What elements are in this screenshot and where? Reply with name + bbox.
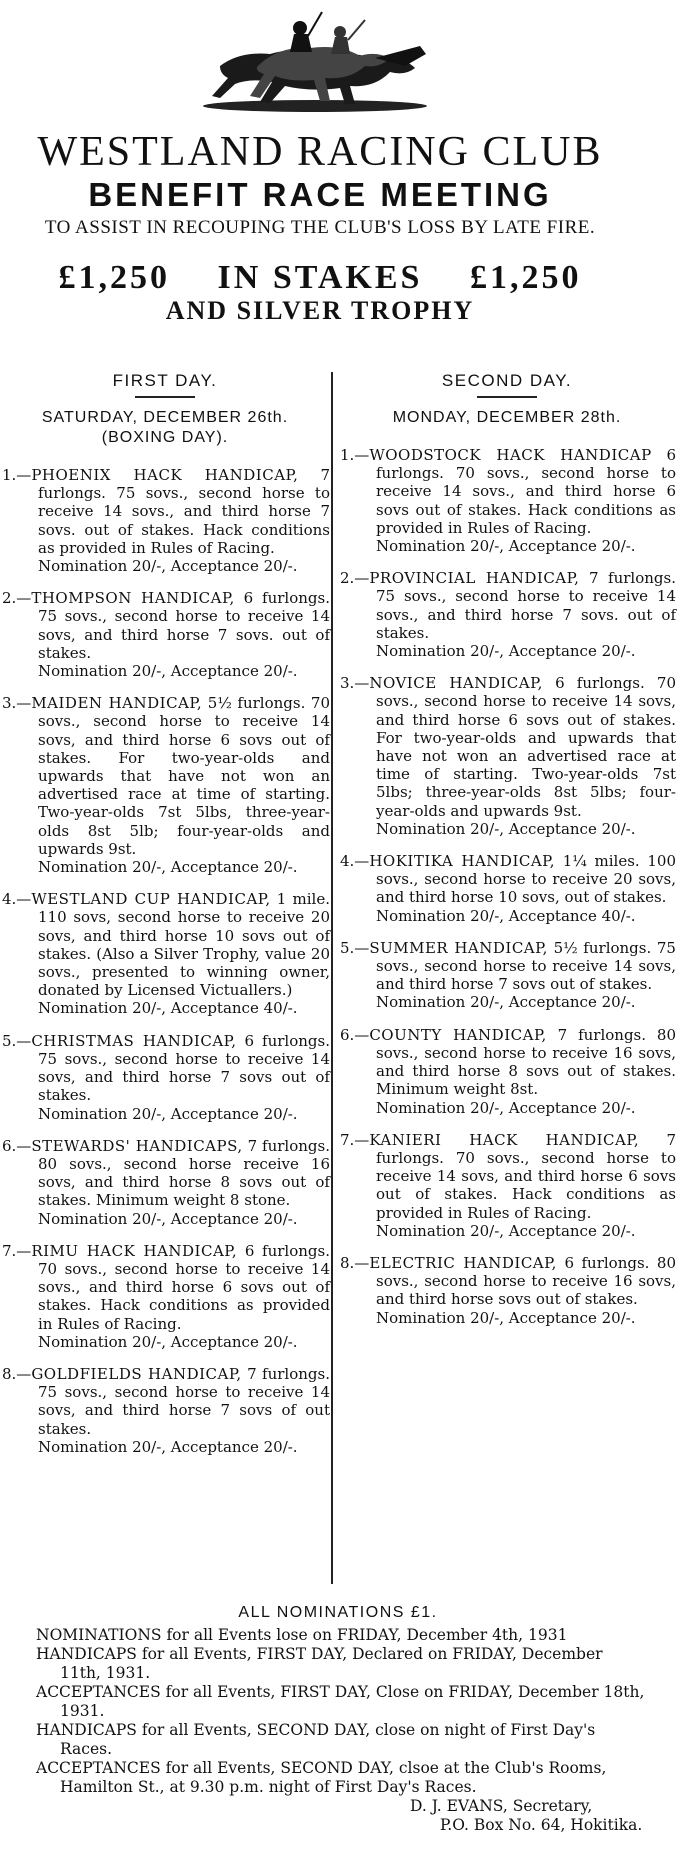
race-name: HOKITIKA HANDICAP, xyxy=(369,852,556,871)
race-entry xyxy=(0,890,330,1017)
race-conditions: 6 furlongs. 75 sovs., second horse to receive 14 sovs, and third horse 7 sovs out of stakes. xyxy=(38,1031,330,1105)
race-conditions: 5½ furlongs. 70 sovs., second horse to receive 14 sovs, and third horse 6 sovs out of stakes. For two-year-olds and upwards that have not won an advertised race at time of starting. Two-year-olds 7st 5lbs, three-year-olds 8st 5lb; four-year-olds and upwards 9st. xyxy=(38,694,330,858)
notice-line: ACCEPTANCES for all Events, SECOND DAY, clsoe at the Club's Rooms, Hamilton St., at 9.30 p.m. night of First Day's Races. xyxy=(36,1759,607,1796)
race-fees: Nomination 20/-, Acceptance 20/-. xyxy=(376,1221,636,1240)
postal-address: P.O. Box No. 64, Hokitika. xyxy=(440,1816,643,1834)
column-divider xyxy=(331,372,333,1584)
race-name: KANIERI HACK HANDICAP, xyxy=(369,1130,640,1149)
race-conditions: 6 furlongs. 75 sovs., second horse to receive 14 sovs, and third horse 7 sovs. out of stakes. xyxy=(38,589,330,662)
race-number: 3.— xyxy=(2,694,32,713)
all-nominations-heading: ALL NOMINATIONS £1. xyxy=(238,1604,438,1621)
race-name: CHRISTMAS HANDICAP, xyxy=(31,1031,237,1050)
race-entry xyxy=(0,1137,330,1228)
race-number: 8.— xyxy=(2,1364,32,1383)
race-number: 1.— xyxy=(340,446,370,464)
race-fees: Nomination 20/-, Acceptance 20/-. xyxy=(376,1098,636,1117)
heading-rule xyxy=(135,396,195,398)
race-fees: Nomination 20/-, Acceptance 20/-. xyxy=(38,858,298,877)
race-number: 4.— xyxy=(340,852,370,871)
race-conditions: 7 furlongs. 75 sovs., second horse to receive 14 sovs., and third horse 7 sovs. out of stakes. Hack conditions as provided in Rules of Racing. xyxy=(38,466,330,557)
race-fees: Nomination 20/-, Acceptance 20/-. xyxy=(38,1437,298,1456)
first-day-heading: FIRST DAY. xyxy=(112,371,218,390)
race-name: THOMPSON HANDICAP, xyxy=(31,589,235,608)
race-entry xyxy=(338,1026,676,1117)
race-name: PROVINCIAL HANDICAP, xyxy=(369,569,580,588)
race-fees: Nomination 20/-, Acceptance 20/-. xyxy=(376,819,636,838)
race-number: 7.— xyxy=(2,1241,32,1260)
race-entry xyxy=(338,1254,676,1327)
race-fees: Nomination 20/-, Acceptance 20/-. xyxy=(38,1104,298,1123)
race-fees: Nomination 20/-, Acceptance 20/-. xyxy=(38,1209,298,1228)
race-entry xyxy=(0,694,330,876)
race-entry xyxy=(0,589,330,680)
race-fees: Nomination 20/-, Acceptance 20/-. xyxy=(376,537,636,556)
race-entry xyxy=(338,569,676,660)
race-conditions: 7 furlongs. 75 sovs., second horse to receive 14 sovs., and third horse 7 sovs. out of stakes. xyxy=(376,569,676,642)
race-entry xyxy=(0,1365,330,1456)
race-conditions: 7 furlongs. 80 sovs., second horse receive 16 sovs, and third horse 8 sovs out of stakes. Minimum weight 8 stone. xyxy=(38,1136,330,1210)
race-entry xyxy=(338,1131,676,1240)
race-number: 5.— xyxy=(340,938,370,957)
race-name: WESTLAND CUP HANDICAP, xyxy=(31,890,271,909)
second-day-events xyxy=(338,446,676,1327)
race-number: 6.— xyxy=(340,1025,370,1044)
race-name: SUMMER HANDICAP, xyxy=(369,938,548,957)
stakes-amount-left: £1,250 xyxy=(58,259,171,296)
club-name: WESTLAND RACING CLUB xyxy=(37,129,603,175)
trophy-line: AND SILVER TROPHY xyxy=(165,296,475,325)
notice-line: HANDICAPS for all Events, SECOND DAY, close on night of First Day's Races. xyxy=(36,1721,596,1758)
race-conditions: 6 furlongs. 70 sovs., second horse to receive 14 sovs, and third horse 6 sovs out of stakes. For two-year-olds and upwards that have not won an advertised race at time of starting. Two-year-olds 7st 5lbs; three-year-olds 8st 5lbs; four-year-olds and upwards 9st. xyxy=(376,674,676,820)
race-fees: Nomination 20/-, Acceptance 20/-. xyxy=(376,993,636,1012)
first-day-date-note: (BOXING DAY). xyxy=(101,429,229,446)
race-number: 3.— xyxy=(340,674,370,693)
race-name: COUNTY HANDICAP, xyxy=(369,1025,547,1044)
notice-line: NOMINATIONS for all Events lose on FRIDAY, December 4th, 1931 xyxy=(36,1626,568,1644)
race-conditions: 7 furlongs. 75 sovs., second horse to receive 14 sovs, and third horse 7 sovs of out stakes. xyxy=(38,1364,330,1438)
notice-line: ACCEPTANCES for all Events, FIRST DAY, Close on FRIDAY, December 18th, 1931. xyxy=(36,1683,645,1720)
race-name: ELECTRIC HANDICAP, xyxy=(369,1253,557,1272)
race-conditions: 1¼ miles. 100 sovs., second horse to receive 20 sovs, and third horse 10 sovs, out of stakes. xyxy=(376,852,676,907)
race-number: 6.— xyxy=(2,1136,32,1155)
race-entry xyxy=(0,466,330,575)
race-fees: Nomination 20/-, Acceptance 20/-. xyxy=(376,1308,636,1327)
race-number: 5.— xyxy=(2,1031,32,1050)
race-fees: Nomination 20/-, Acceptance 40/-. xyxy=(38,999,298,1018)
race-conditions: 7 furlongs. 80 sovs., second horse to receive 16 sovs, and third horse 8 sovs out of stakes. Minimum weight 8st. xyxy=(376,1025,676,1099)
race-number: 7.— xyxy=(340,1130,370,1149)
race-name: RIMU HACK HANDICAP, xyxy=(31,1241,238,1260)
race-entry xyxy=(0,1032,330,1123)
purpose-line: TO ASSIST IN RECOUPING THE CLUB'S LOSS BY LATE FIRE. xyxy=(44,217,596,238)
second-day-column xyxy=(338,370,676,1341)
second-day-heading: SECOND DAY. xyxy=(441,371,573,390)
racehorse-logo xyxy=(190,6,440,121)
race-entry xyxy=(338,939,676,1012)
stakes-amount-right: £1,250 xyxy=(469,259,582,296)
race-name: NOVICE HANDICAP, xyxy=(369,674,543,693)
closing-notices xyxy=(0,1604,676,1835)
first-day-events xyxy=(0,466,330,1456)
race-fees: Nomination 20/-, Acceptance 20/-. xyxy=(38,1332,298,1351)
heading-rule xyxy=(477,396,537,398)
race-conditions: 6 furlongs. 80 sovs., second horse to receive 16 sovs, and third horse sovs out of stakes. xyxy=(376,1253,676,1309)
race-number: 2.— xyxy=(340,569,370,588)
first-day-date: SATURDAY, DECEMBER 26th. xyxy=(41,409,289,426)
race-name: GOLDFIELDS HANDICAP, xyxy=(31,1364,242,1383)
stakes-line xyxy=(0,258,640,298)
second-day-date: MONDAY, DECEMBER 28th. xyxy=(392,409,622,426)
race-name: PHOENIX HACK HANDICAP, xyxy=(31,466,299,484)
race-number: 2.— xyxy=(2,589,32,608)
race-name: WOODSTOCK HACK HANDICAP xyxy=(369,446,652,464)
race-entry xyxy=(0,1242,330,1351)
notice-line: HANDICAPS for all Events, FIRST DAY, Declared on FRIDAY, December 11th, 1931. xyxy=(36,1645,603,1682)
race-conditions: 6 furlongs. 70 sovs., second horse to receive 14 sovs., and third horse 6 sovs out of stakes. Hack conditions as provided in Rules of Racing. xyxy=(376,446,676,537)
race-number: 4.— xyxy=(2,890,32,909)
race-conditions: 1 mile. 110 sovs, second horse to receive 20 sovs, and third horse 10 sovs out of stakes. (Also a Silver Trophy, value 20 sovs., presented to winning owner, donated by Licensed Victuallers.) xyxy=(38,890,330,1000)
race-entry xyxy=(338,674,676,838)
race-fees: Nomination 20/-, Acceptance 40/-. xyxy=(376,906,636,925)
race-fees: Nomination 20/-, Acceptance 20/-. xyxy=(38,662,298,681)
race-name: MAIDEN HANDICAP, xyxy=(31,694,203,713)
race-conditions: 5½ furlongs. 75 sovs., second horse to receive 14 sovs, and third horse 7 sovs out of stakes. xyxy=(376,938,676,994)
race-entry xyxy=(338,446,676,555)
race-name: STEWARDS' HANDICAPS, xyxy=(31,1136,243,1155)
first-day-column xyxy=(0,370,330,1470)
stakes-label: IN STAKES xyxy=(217,259,423,296)
race-conditions: 6 furlongs. 70 sovs., second horse to receive 14 sovs., and third horse 6 sovs out of stakes. Hack conditions as provided in Rules of Racing. xyxy=(38,1241,330,1333)
meeting-title: BENEFIT RACE MEETING xyxy=(88,176,552,213)
race-conditions: 7 furlongs. 70 sovs., second horse to receive 14 sovs, and third horse 6 sovs out of stakes. Hack conditions as provided in Rules of Racing. xyxy=(376,1130,676,1222)
race-fees: Nomination 20/-, Acceptance 20/-. xyxy=(376,642,636,661)
race-entry xyxy=(338,852,676,925)
race-number: 1.— xyxy=(2,466,32,484)
secretary-signature: D. J. EVANS, Secretary, xyxy=(410,1797,593,1815)
race-fees: Nomination 20/-, Acceptance 20/-. xyxy=(38,557,298,576)
race-number: 8.— xyxy=(340,1253,370,1272)
